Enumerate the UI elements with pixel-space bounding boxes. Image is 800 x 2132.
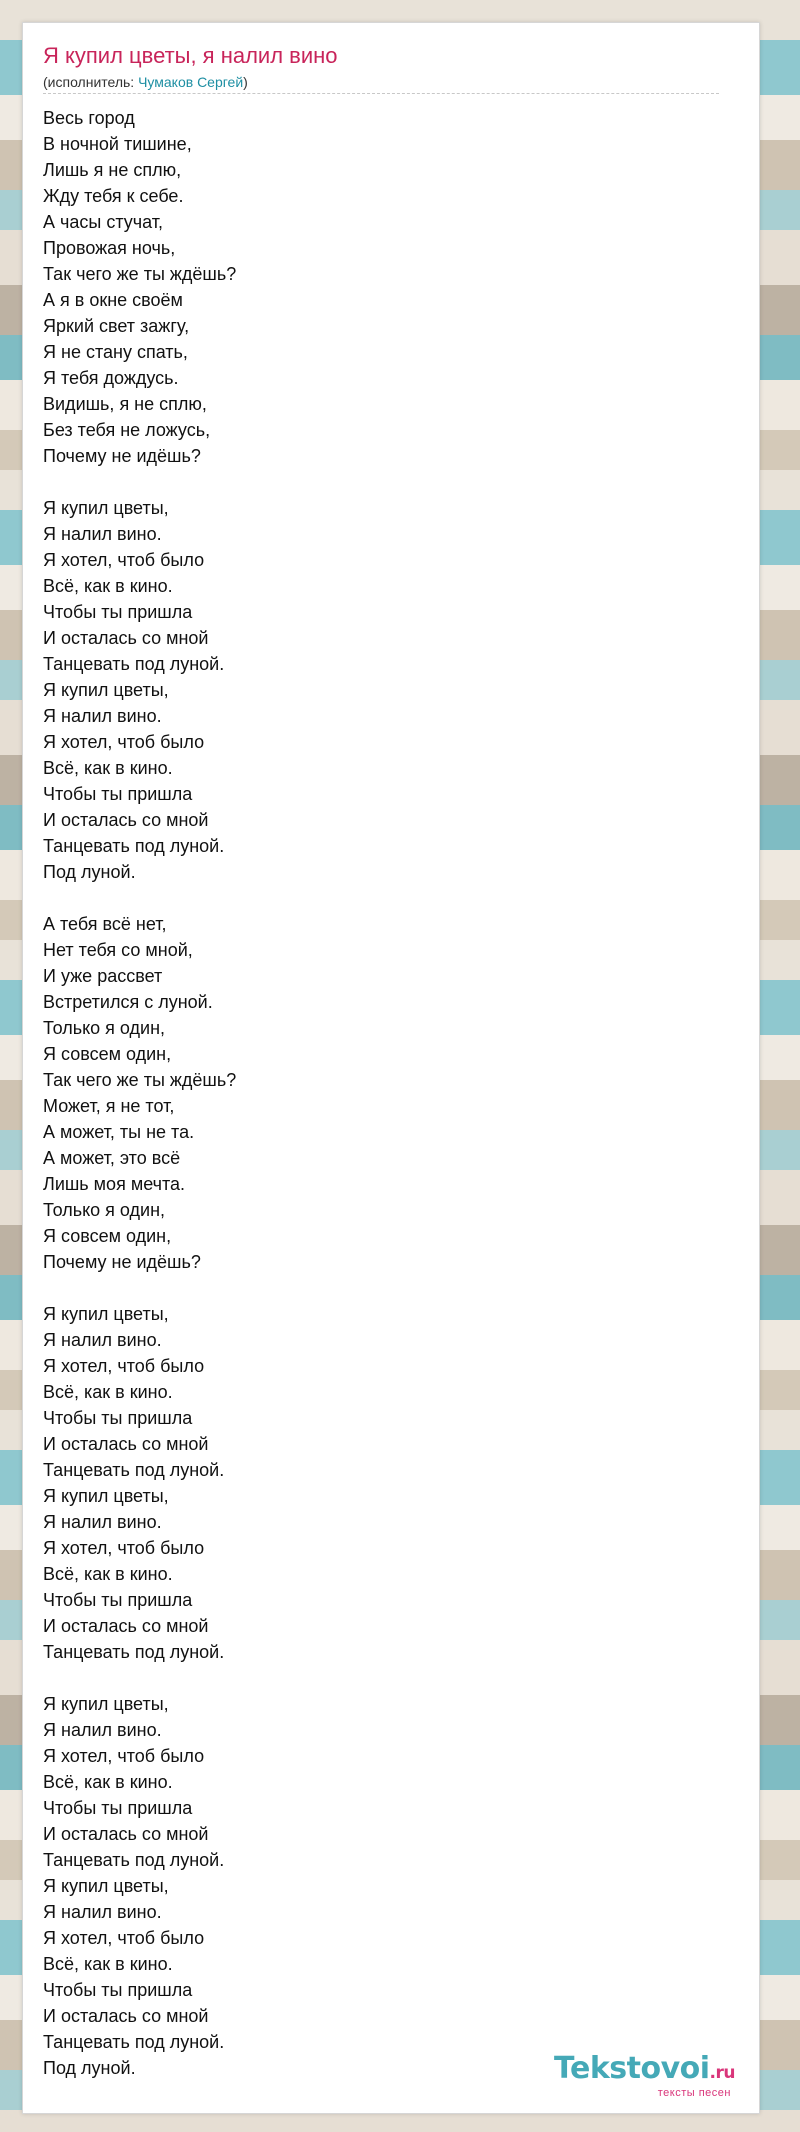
lyrics-text: Весь город В ночной тишине, Лишь я не сплю, Жду тебя к себе. А часы стучат, Провожая ночь, Так чего же ты ждёшь? А я в окне своём Яркий свет зажгу, Я не стану спать, Я тебя дождусь. Видишь, я не сплю, Без тебя не ложусь, Почему не идёшь? Я купил цветы, Я налил вино. Я хотел, чтоб было Всё, как в кино. Чтобы ты пришла И осталась со мной Танцевать под луной. Я купил цветы, Я налил вино. Я хотел, чтоб было Всё, как в кино. Чтобы ты пришла И осталась со мной Танцевать под луной. Под луной. А тебя всё нет, Нет тебя со мной, И уже рассвет Встретился с луной. Только я один, Я совсем один, Так чего же ты ждёшь? Может, я не тот, А может, ты не та. А может, это всё Лишь моя мечта. Только я один, Я совсем один, Почему не идёшь? Я купил цветы, Я налил вино. Я хотел, чтоб было Всё, как в кино. Чтобы ты пришла И осталась со мной Танцевать под луной. Я купил цветы, Я налил вино. Я хотел, чтоб было Всё, как в кино. Чтобы ты пришла И осталась со мной Танцевать под луной. Я купил цветы, Я налил вино. Я хотел, чтоб было Всё, как в кино. Чтобы ты пришла И осталась со мной Танцевать под луной. Я купил цветы, Я налил вино. Я хотел, чтоб было Всё, как в кино. Чтобы ты пришла И осталась со мной Танцевать под луной. Под луной. bbox=[43, 108, 237, 2078]
artist-suffix: ) bbox=[243, 74, 248, 90]
title-divider bbox=[43, 93, 719, 94]
logo-wordmark bbox=[554, 2053, 735, 2089]
site-logo[interactable] bbox=[554, 2053, 735, 2099]
lyrics-card bbox=[22, 22, 760, 2114]
artist-line bbox=[43, 73, 248, 91]
song-title: Я купил цветы, я налил вино bbox=[43, 43, 338, 68]
logo-tld: .ru bbox=[709, 2063, 735, 2083]
logo-tagline: тексты песен bbox=[657, 2087, 731, 2099]
logo-main-text: Tekstovoi bbox=[554, 2051, 710, 2086]
artist-prefix: (исполнитель: bbox=[43, 74, 139, 90]
artist-link[interactable]: Чумаков Сергей bbox=[138, 74, 244, 90]
